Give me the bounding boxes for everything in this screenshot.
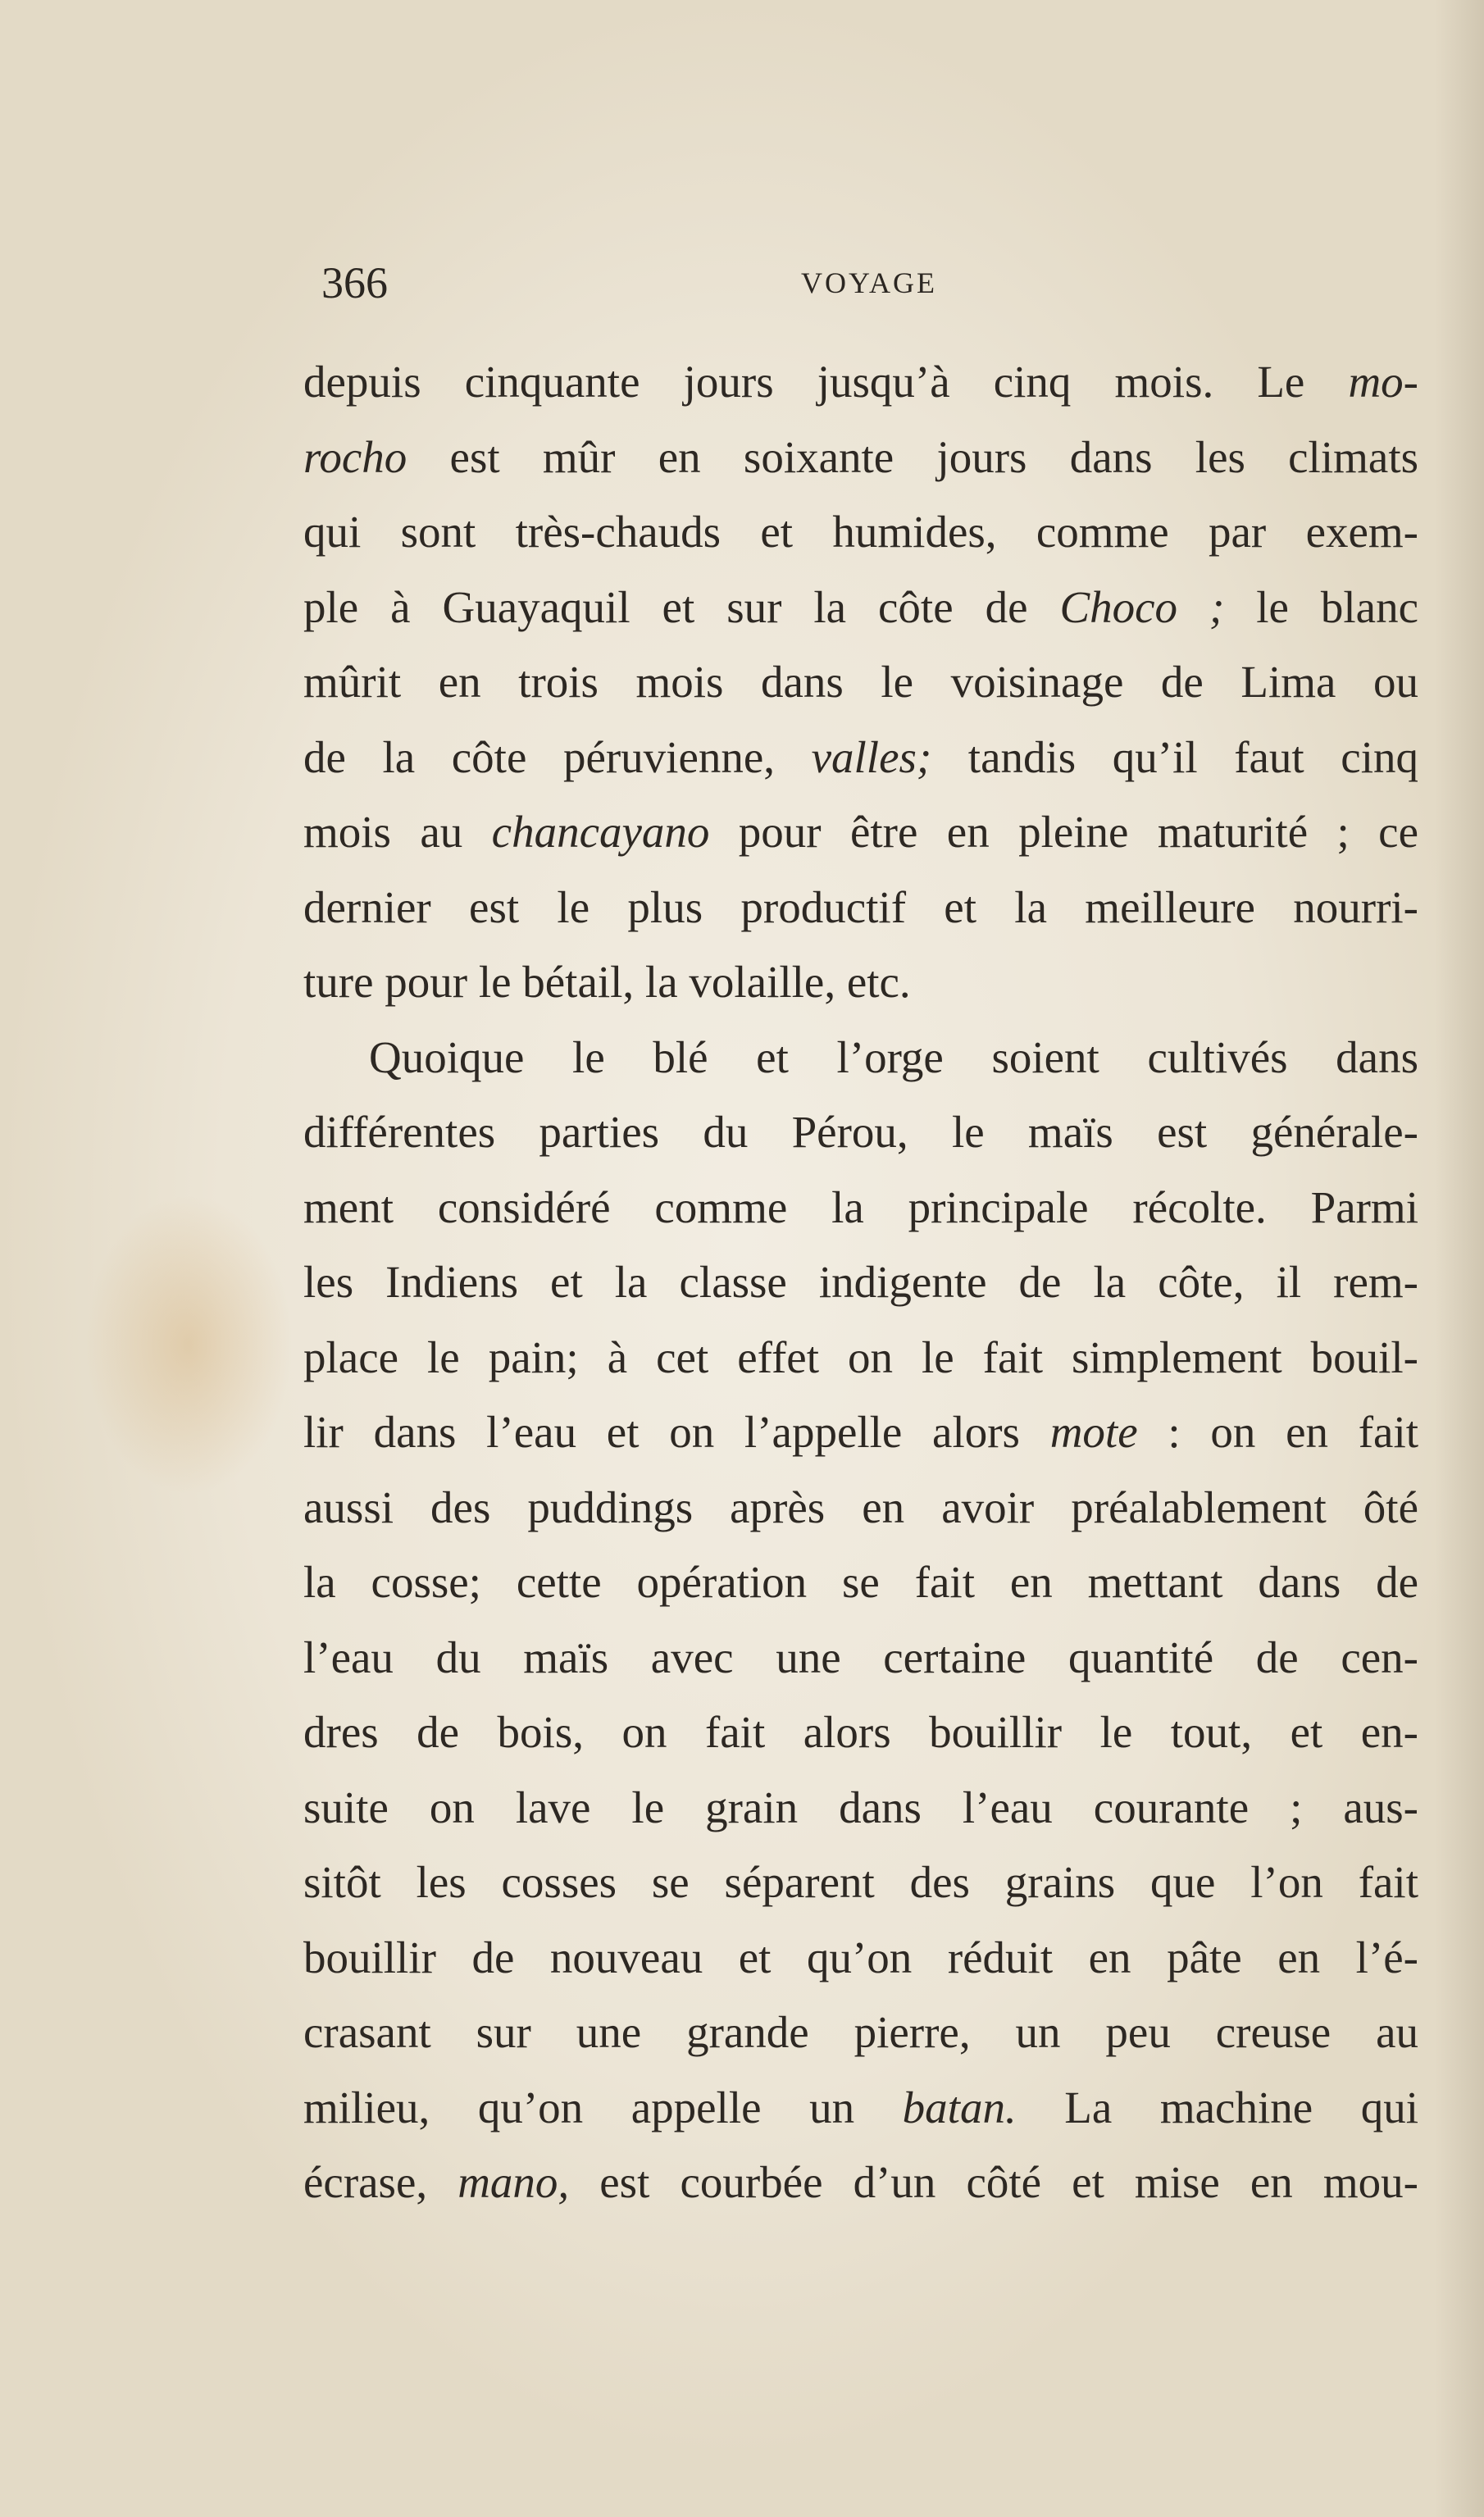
text-run: pour être en pleine maturité ; ce: [709, 807, 1418, 857]
text-line: [303, 420, 1418, 495]
text-run: est courbée d’un côté et mise en mou-: [569, 2157, 1418, 2207]
page-header: [321, 246, 1428, 320]
text-run: est mûr en soixante jours dans les climats: [407, 431, 1418, 482]
running-head: VOYAGE: [801, 266, 937, 299]
text-run: écrase,: [303, 2157, 458, 2207]
text-line: [303, 870, 1418, 945]
text-line: [303, 720, 1418, 795]
text-line: [303, 1020, 1418, 1095]
text-run: lir dans l’eau et on l’appelle alors: [303, 1407, 1050, 1457]
text-run: les Indiens et la classe indigente de la côte, il rem-: [303, 1257, 1418, 1307]
text-run: milieu, qu’on appelle un: [303, 2082, 903, 2132]
text-line: [303, 1995, 1418, 2070]
italic-text: chancayano: [491, 807, 710, 857]
text-line: [303, 1470, 1418, 1545]
text-line: [303, 1695, 1418, 1770]
text-run: ment considéré comme la principale récolte. Parmi: [303, 1181, 1418, 1232]
text-run: sitôt les cosses se séparent des grains que l’on fait: [303, 1857, 1418, 1907]
text-line: [303, 1320, 1418, 1395]
text-run: de la côte péruvienne,: [303, 731, 812, 782]
text-run: place le pain; à cet effet on le fait simplement bouil-: [303, 1331, 1418, 1382]
text-line: [303, 644, 1418, 720]
italic-text: mano,: [457, 2157, 570, 2207]
text-run: : on en fait: [1137, 1407, 1419, 1457]
text-run: la cosse; cette opération se fait en mettant dans de: [303, 1557, 1418, 1607]
text-line: [303, 1545, 1418, 1620]
text-line: [303, 344, 1418, 420]
text-run: crasant sur une grande pierre, un peu creuse au: [303, 2007, 1418, 2057]
text-line: [303, 2145, 1418, 2220]
text-run: dres de bois, on fait alors bouillir le tout, et en-: [303, 1707, 1418, 1757]
italic-text: mote: [1049, 1407, 1138, 1457]
italic-text: batan.: [902, 2082, 1017, 2132]
text-line: [303, 570, 1418, 645]
text-line: [303, 1095, 1418, 1170]
italic-text: Choco ;: [1059, 581, 1225, 632]
text-line: [303, 1845, 1418, 1920]
page-number: 366: [321, 258, 388, 307]
text-run: ture pour le bétail, la volaille, etc.: [303, 957, 911, 1007]
text-run: suite on lave le grain dans l’eau courante ; aus-: [303, 1782, 1418, 1832]
text-line: [303, 1620, 1418, 1695]
italic-text: rocho: [303, 431, 407, 482]
text-line: [303, 2070, 1418, 2146]
text-run: La machine qui: [1016, 2082, 1418, 2132]
text-run: aussi des puddings après en avoir préalablement ôté: [303, 1482, 1418, 1532]
text-run: dernier est le plus productif et la meilleure nourri-: [303, 881, 1418, 932]
text-run: tandis qu’il faut cinq: [931, 731, 1418, 782]
text-line: [303, 1920, 1418, 1996]
text-run: Quoique le blé et l’orge soient cultivés dans: [369, 1031, 1418, 1082]
text-run: le blanc: [1224, 581, 1419, 632]
text-line: [303, 1770, 1418, 1846]
text-line: [303, 1395, 1418, 1470]
text-run: qui sont très-chauds et humides, comme par exem-: [303, 507, 1418, 557]
text-line: [303, 794, 1418, 870]
text-line: [303, 1245, 1418, 1320]
text-line: [303, 1170, 1418, 1245]
text-run: différentes parties du Pérou, le maïs est générale-: [303, 1107, 1418, 1157]
text-run: mûrit en trois mois dans le voisinage de Lima ou: [303, 657, 1418, 707]
italic-text: mo-: [1348, 357, 1418, 407]
text-run: ple à Guayaquil et sur la côte de: [303, 581, 1060, 632]
italic-text: valles;: [811, 731, 932, 782]
body-text: [303, 344, 1418, 2220]
text-line: [303, 494, 1418, 570]
text-run: l’eau du maïs avec une certaine quantité de cen-: [303, 1632, 1418, 1682]
text-run: bouillir de nouveau et qu’on réduit en pâte en l’é-: [303, 1932, 1418, 1982]
text-run: depuis cinquante jours jusqu’à cinq mois. Le: [303, 357, 1349, 407]
text-line: [303, 944, 1418, 1020]
text-run: mois au: [303, 807, 492, 857]
